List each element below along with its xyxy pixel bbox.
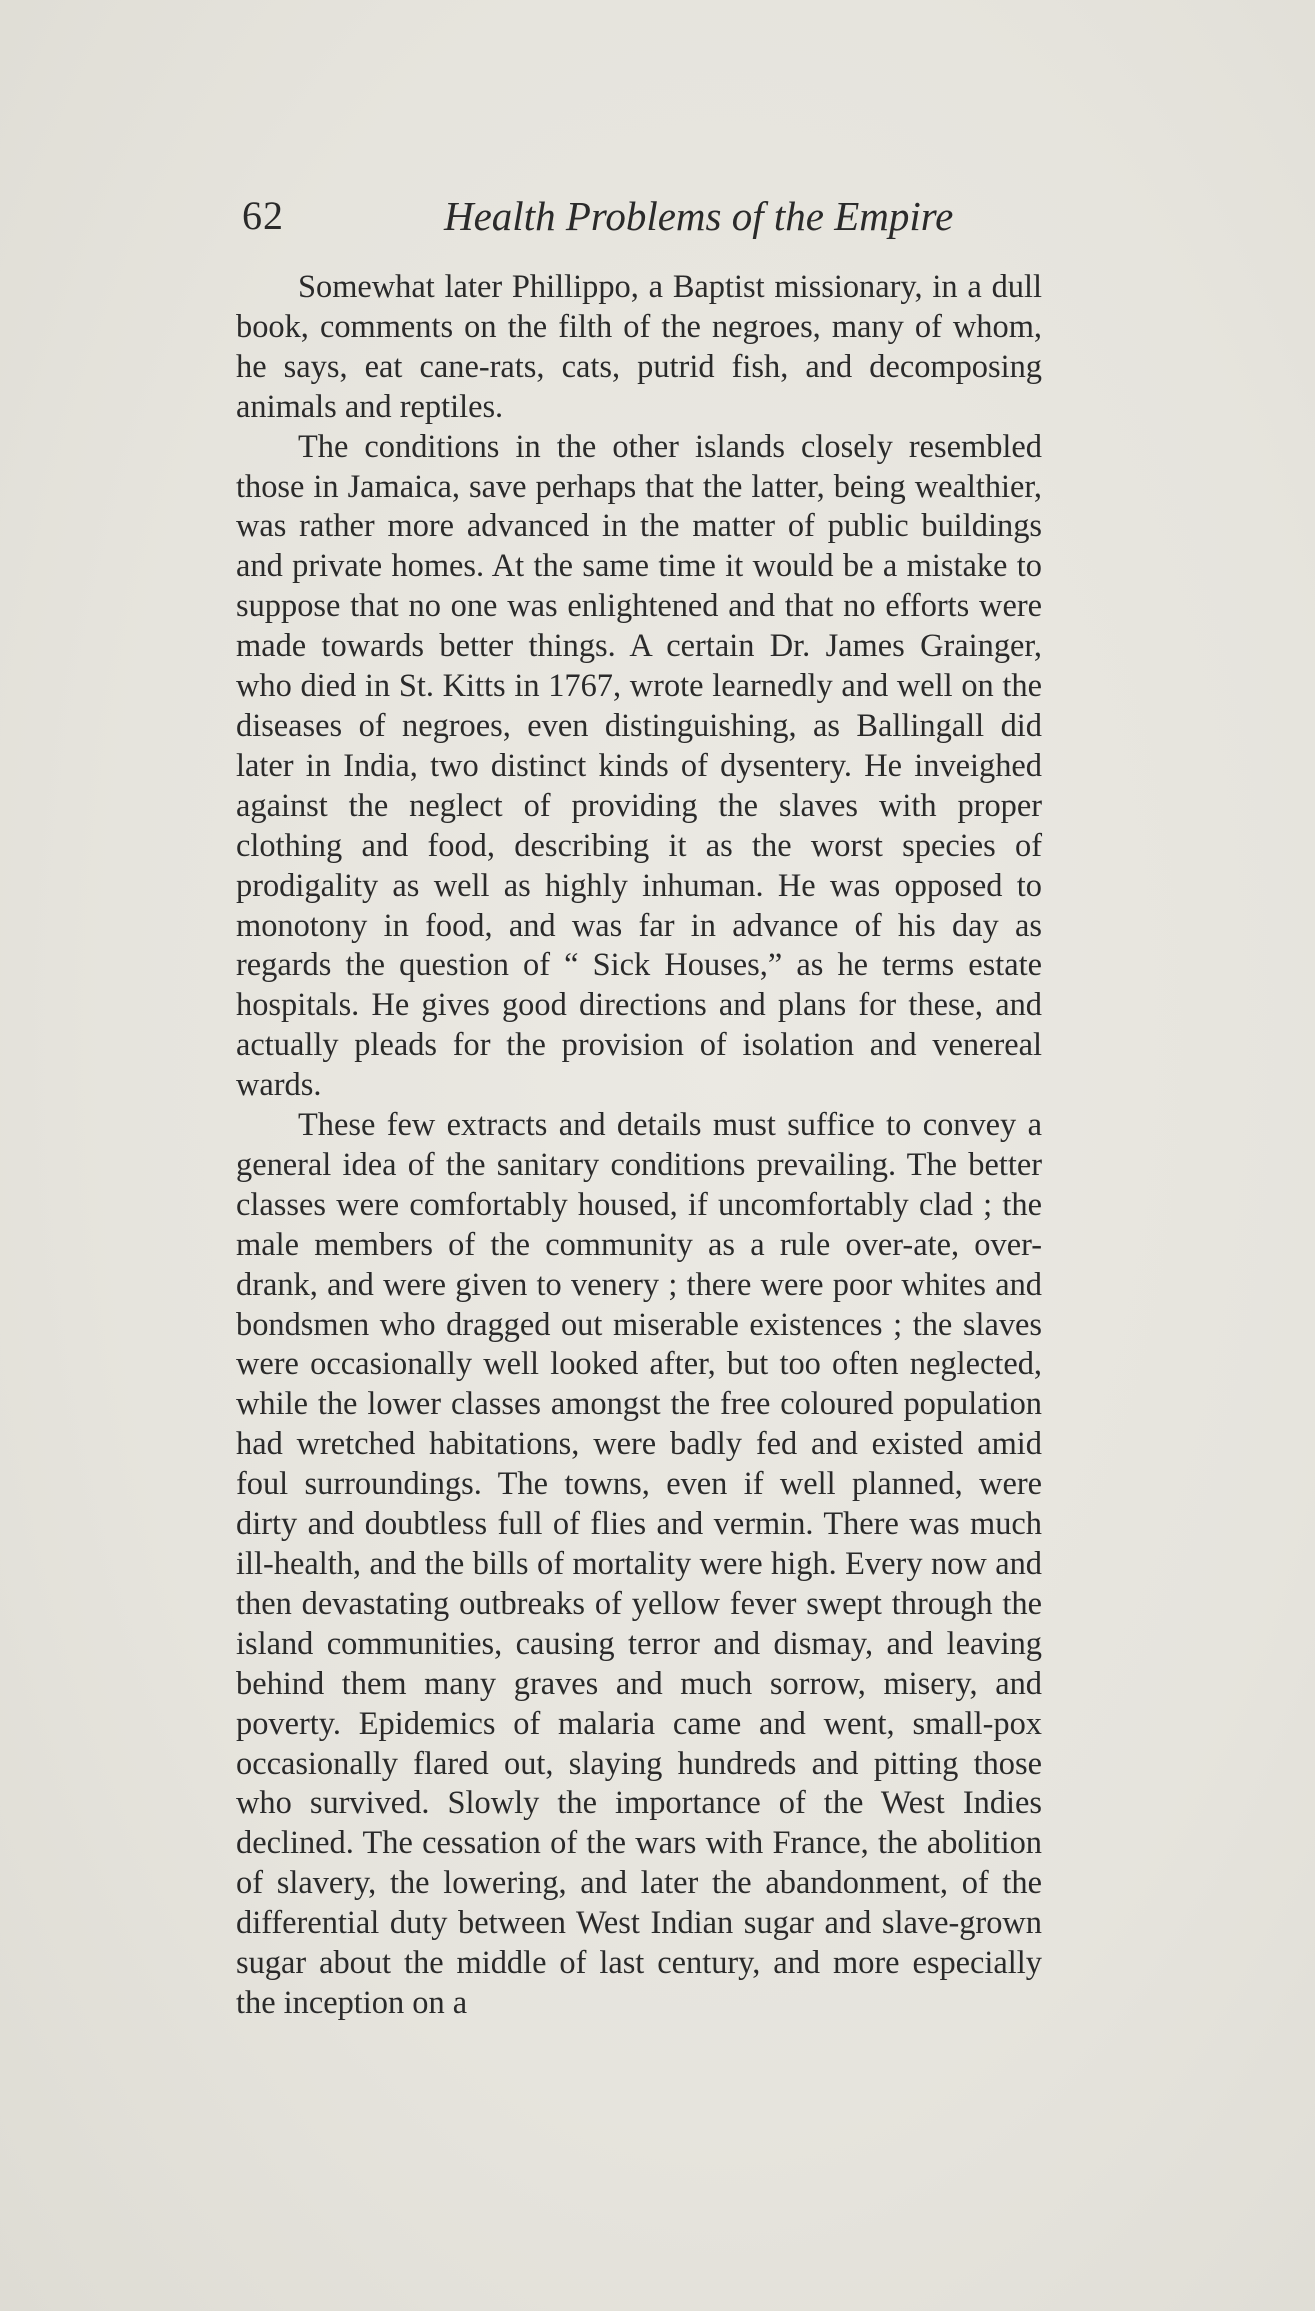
paragraph-other-islands: The conditions in the other islands closely resembled those in Jamaica, save perhaps that the latter, being wealthier, was rather more advanced in the matter of public buildings and private homes. At the same time it would be a mistake to suppose that no one was enlightened and that no efforts were made towards better things. A certain Dr. James Grainger, who died in St. Kitts in 1767, wrote learnedly and well on the diseases of negroes, even distinguishing, as Ballingall did later in India, two distinct kinds of dysentery. He inveighed against the neglect of providing the slaves with proper clothing and food, describing it as the worst species of prodigality as well as highly inhuman. He was opposed to monotony in food, and was far in advance of his day as regards the question of “ Sick Houses,” as he terms estate hospitals. He gives good directions and plans for these, and actually pleads for the provision of isolation and venereal wards. (236, 428, 1042, 1104)
page-header (240, 186, 1060, 256)
page-number: 62 (242, 193, 284, 238)
body-text (236, 268, 1042, 2024)
paragraph-sanitary-conditions: These few extracts and details must suffice to convey a general idea of the sanitary conditions prevailing. The better classes were comfortably housed, if uncomfortably clad ; the male members of the community as a rule over-ate, over-drank, and were given to venery ; there were poor whites and bondsmen who dragged out miserable existences ; the slaves were occasionally well looked after, but too often neglected, while the lower classes amongst the free coloured population had wretched habitations, were badly fed and existed amid foul surroundings. The towns, even if well planned, were dirty and doubtless full of flies and vermin. There was much ill-health, and the bills of mortality were high. Every now and then devastating outbreaks of yellow fever swept through the island communities, causing terror and dismay, and leaving behind them many graves and much sorrow, misery, and poverty. Epidemics of malaria came and went, small-pox occasionally flared out, slaying hundreds and pitting those who survived. Slowly the importance of the West Indies declined. The cessation of the wars with France, the abolition of slavery, the lowering, and later the abandonment, of the differential duty between West Indian sugar and slave-grown sugar about the middle of last century, and more especially the inception on a (236, 1107, 1042, 2021)
paragraph-phillippo: Somewhat later Phillippo, a Baptist missionary, in a dull book, comments on the filth of the negroes, many of whom, he says, eat cane-rats, cats, putrid fish, and decomposing animals and reptiles. (236, 269, 1042, 425)
running-title: Health Problems of the Empire (444, 193, 954, 239)
